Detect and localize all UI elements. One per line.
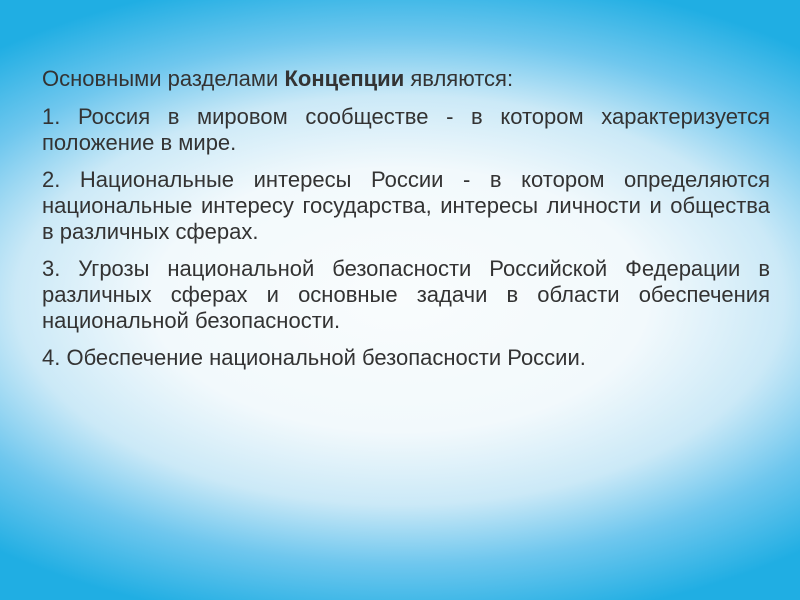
heading-emphasis: Концепции	[284, 66, 405, 91]
slide-heading	[42, 66, 770, 92]
list-item-3: 3. Угрозы национальной безопасности Российской Федерации в различных сферах и основные задачи в области обеспечения национальной безопасности.	[42, 256, 770, 333]
heading-prefix: Основными разделами	[42, 66, 285, 91]
slide-content	[42, 66, 770, 382]
list-item-4: 4. Обеспечение национальной безопасности России.	[42, 345, 586, 370]
list-item-2: 2. Национальные интересы России - в котором определяются национальные интересу государства, интересы личности и общества в различных сферах.	[42, 167, 770, 244]
heading-suffix: являются:	[404, 66, 514, 91]
list-item-1: 1. Россия в мировом сообществе - в котором характеризуется положение в мире.	[42, 104, 770, 155]
